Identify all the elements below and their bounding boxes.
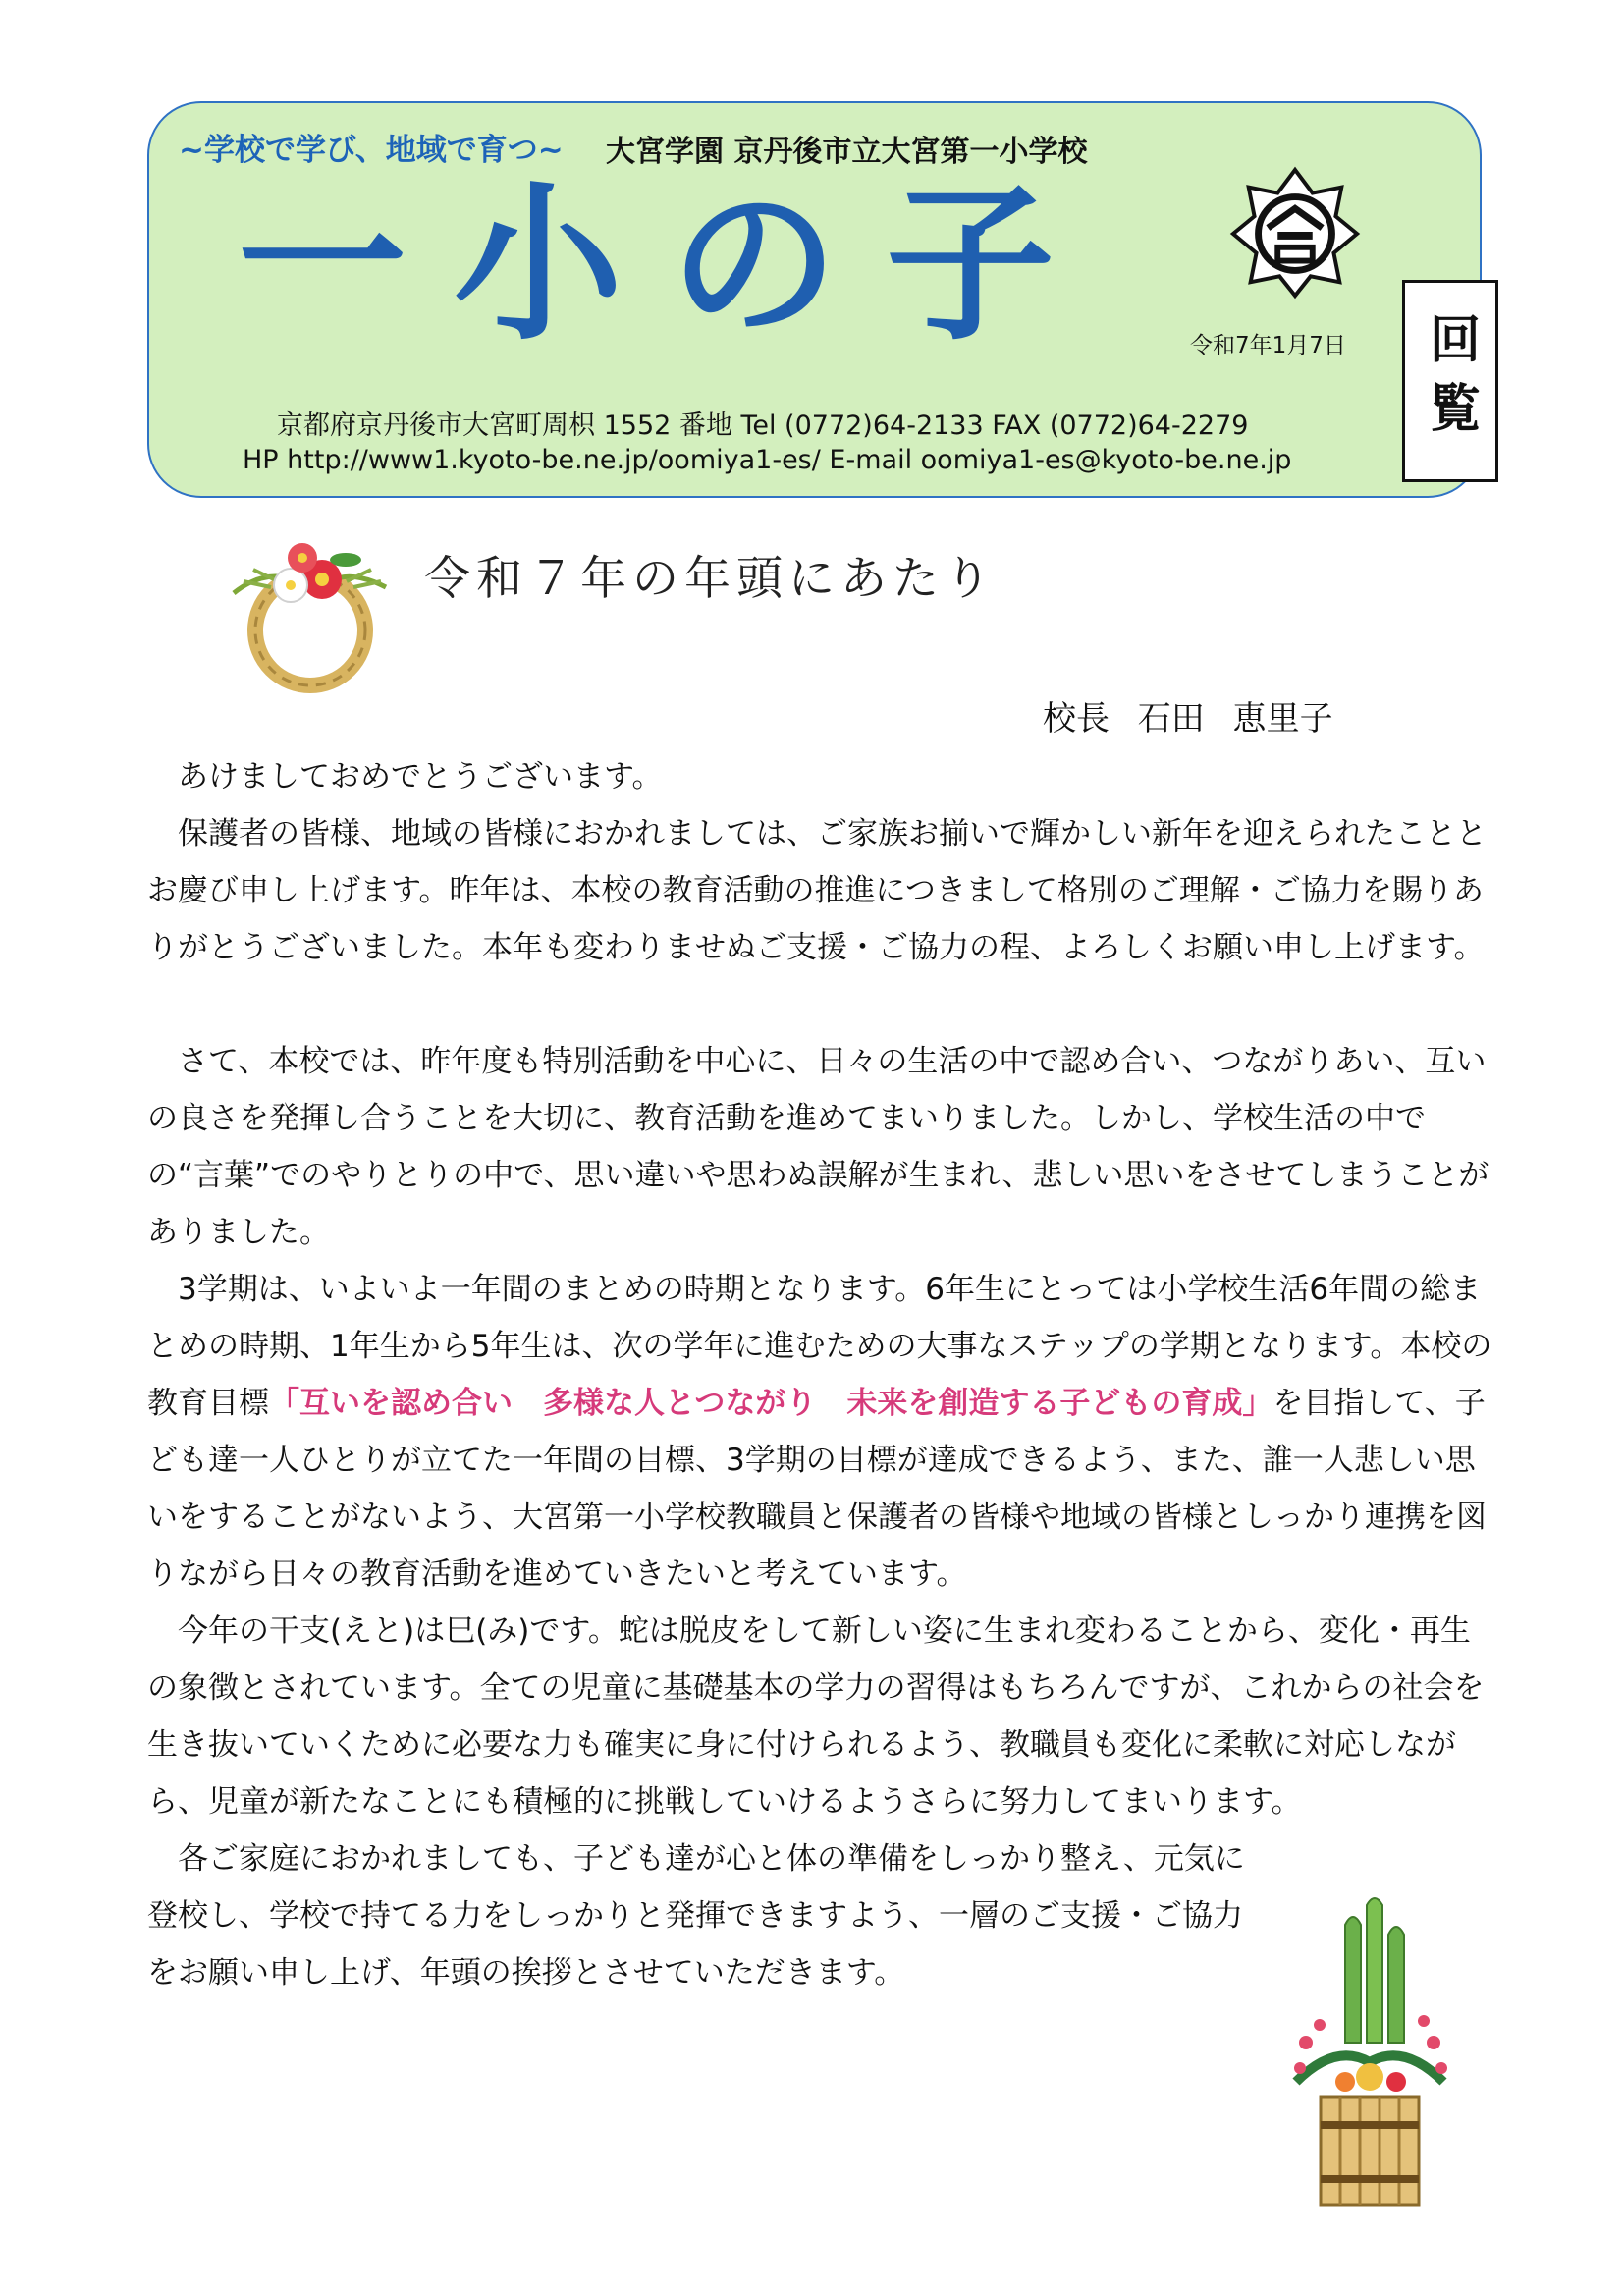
school-name: 大宮学園 京丹後市立大宮第一小学校 bbox=[606, 135, 1088, 169]
paragraph-closing: 各ご家庭におかれましても、子ども達が心と体の準備をしっかり整え、元気に登校し、学校で持てる力をしっかりと発揮できますよう、一層のご支援・ご協力をお願い申し上げ、年頭の挨拶とさせていただきます。 bbox=[147, 1841, 1245, 1991]
newsletter-title: 一小の子 bbox=[238, 164, 1102, 363]
circulation-stamp bbox=[1402, 280, 1498, 482]
article-author: 校長 石田 恵里子 bbox=[1043, 699, 1333, 738]
school-emblem-icon bbox=[1227, 164, 1363, 300]
shimekazari-wreath-icon bbox=[224, 530, 396, 697]
issue-date: 令和7年1月7日 bbox=[1190, 333, 1346, 358]
kadomatsu-icon bbox=[1276, 1895, 1463, 2210]
article-body bbox=[147, 748, 1492, 2001]
school-goal-highlight: 「互いを認め合い 多様な人とつながり 未来を創造する子どもの育成」 bbox=[269, 1386, 1273, 1421]
school-web-contact: HP http://www1.kyoto-be.ne.jp/oomiya1-es/ E-mail oomiya1-es@kyoto-be.ne.jp bbox=[243, 445, 1292, 475]
paragraph-reflection: さて、本校では、昨年度も特別活動を中心に、日々の生活の中で認め合い、つながりあい、互いの良さを発揮し合うことを大切に、教育活動を進めてまいりました。しかし、学校生活の中での“言葉”でのやりとりの中で、思い違いや思わぬ誤解が生まれ、悲しい思いをさせてしまうことがありました。 bbox=[147, 1044, 1489, 1250]
paragraph-greeting: あけましておめでとうございます。 bbox=[178, 759, 663, 794]
masthead bbox=[147, 101, 1482, 498]
circulation-stamp-text: 回覧 bbox=[1420, 312, 1480, 450]
article-title: 令和７年の年頭にあたり bbox=[424, 552, 997, 606]
school-address: 京都府京丹後市大宮町周枳 1552 番地 Tel (0772)64-2133 FAX (0772)64-2279 bbox=[277, 410, 1249, 441]
paragraph-zodiac: 今年の干支(えと)は巳(み)です。蛇は脱皮をして新しい姿に生まれ変わることから、変化・再生の象徴とされています。全ての児童に基礎基本の学力の習得はもちろんですが、これからの社会を生き抜いていくために必要な力も確実に身に付けられるよう、教職員も変化に柔軟に対応しながら、児童が新たなことにも積極的に挑戦していけるようさらに努力してまいります。 bbox=[147, 1613, 1485, 1820]
paragraph-third-term bbox=[147, 1261, 1492, 1603]
tagline: ~学校で学び、地域で育つ~ bbox=[179, 133, 564, 168]
third-term-text-2: を目指して、子ども達一人ひとりが立てた一年間の目標、3学期の目標が達成できるよう、また、誰一人悲しい思いをすることがないよう、大宮第一小学校教職員と保護者の皆様や地域の皆様としっかり連携を図りながら日々の教育活動を進めていきたいと考えています。 bbox=[147, 1386, 1487, 1592]
third-term-text-1: 3学期は、いよいよ一年間のまとめの時期となります。6年生にとっては小学校生活6年間の総まとめの時期、1年生から5年生は、次の学年に進むための大事なステップの学期となります。本校の教育目標 bbox=[147, 1272, 1492, 1421]
paragraph-thanks: 保護者の皆様、地域の皆様におかれましては、ご家族お揃いで輝かしい新年を迎えられたこととお慶び申し上げます。昨年は、本校の教育活動の推進につきまして格別のご理解・ご協力を賜りありがとうございました。本年も変わりませぬご支援・ご協力の程、よろしくお願い申し上げます。 bbox=[147, 816, 1487, 965]
